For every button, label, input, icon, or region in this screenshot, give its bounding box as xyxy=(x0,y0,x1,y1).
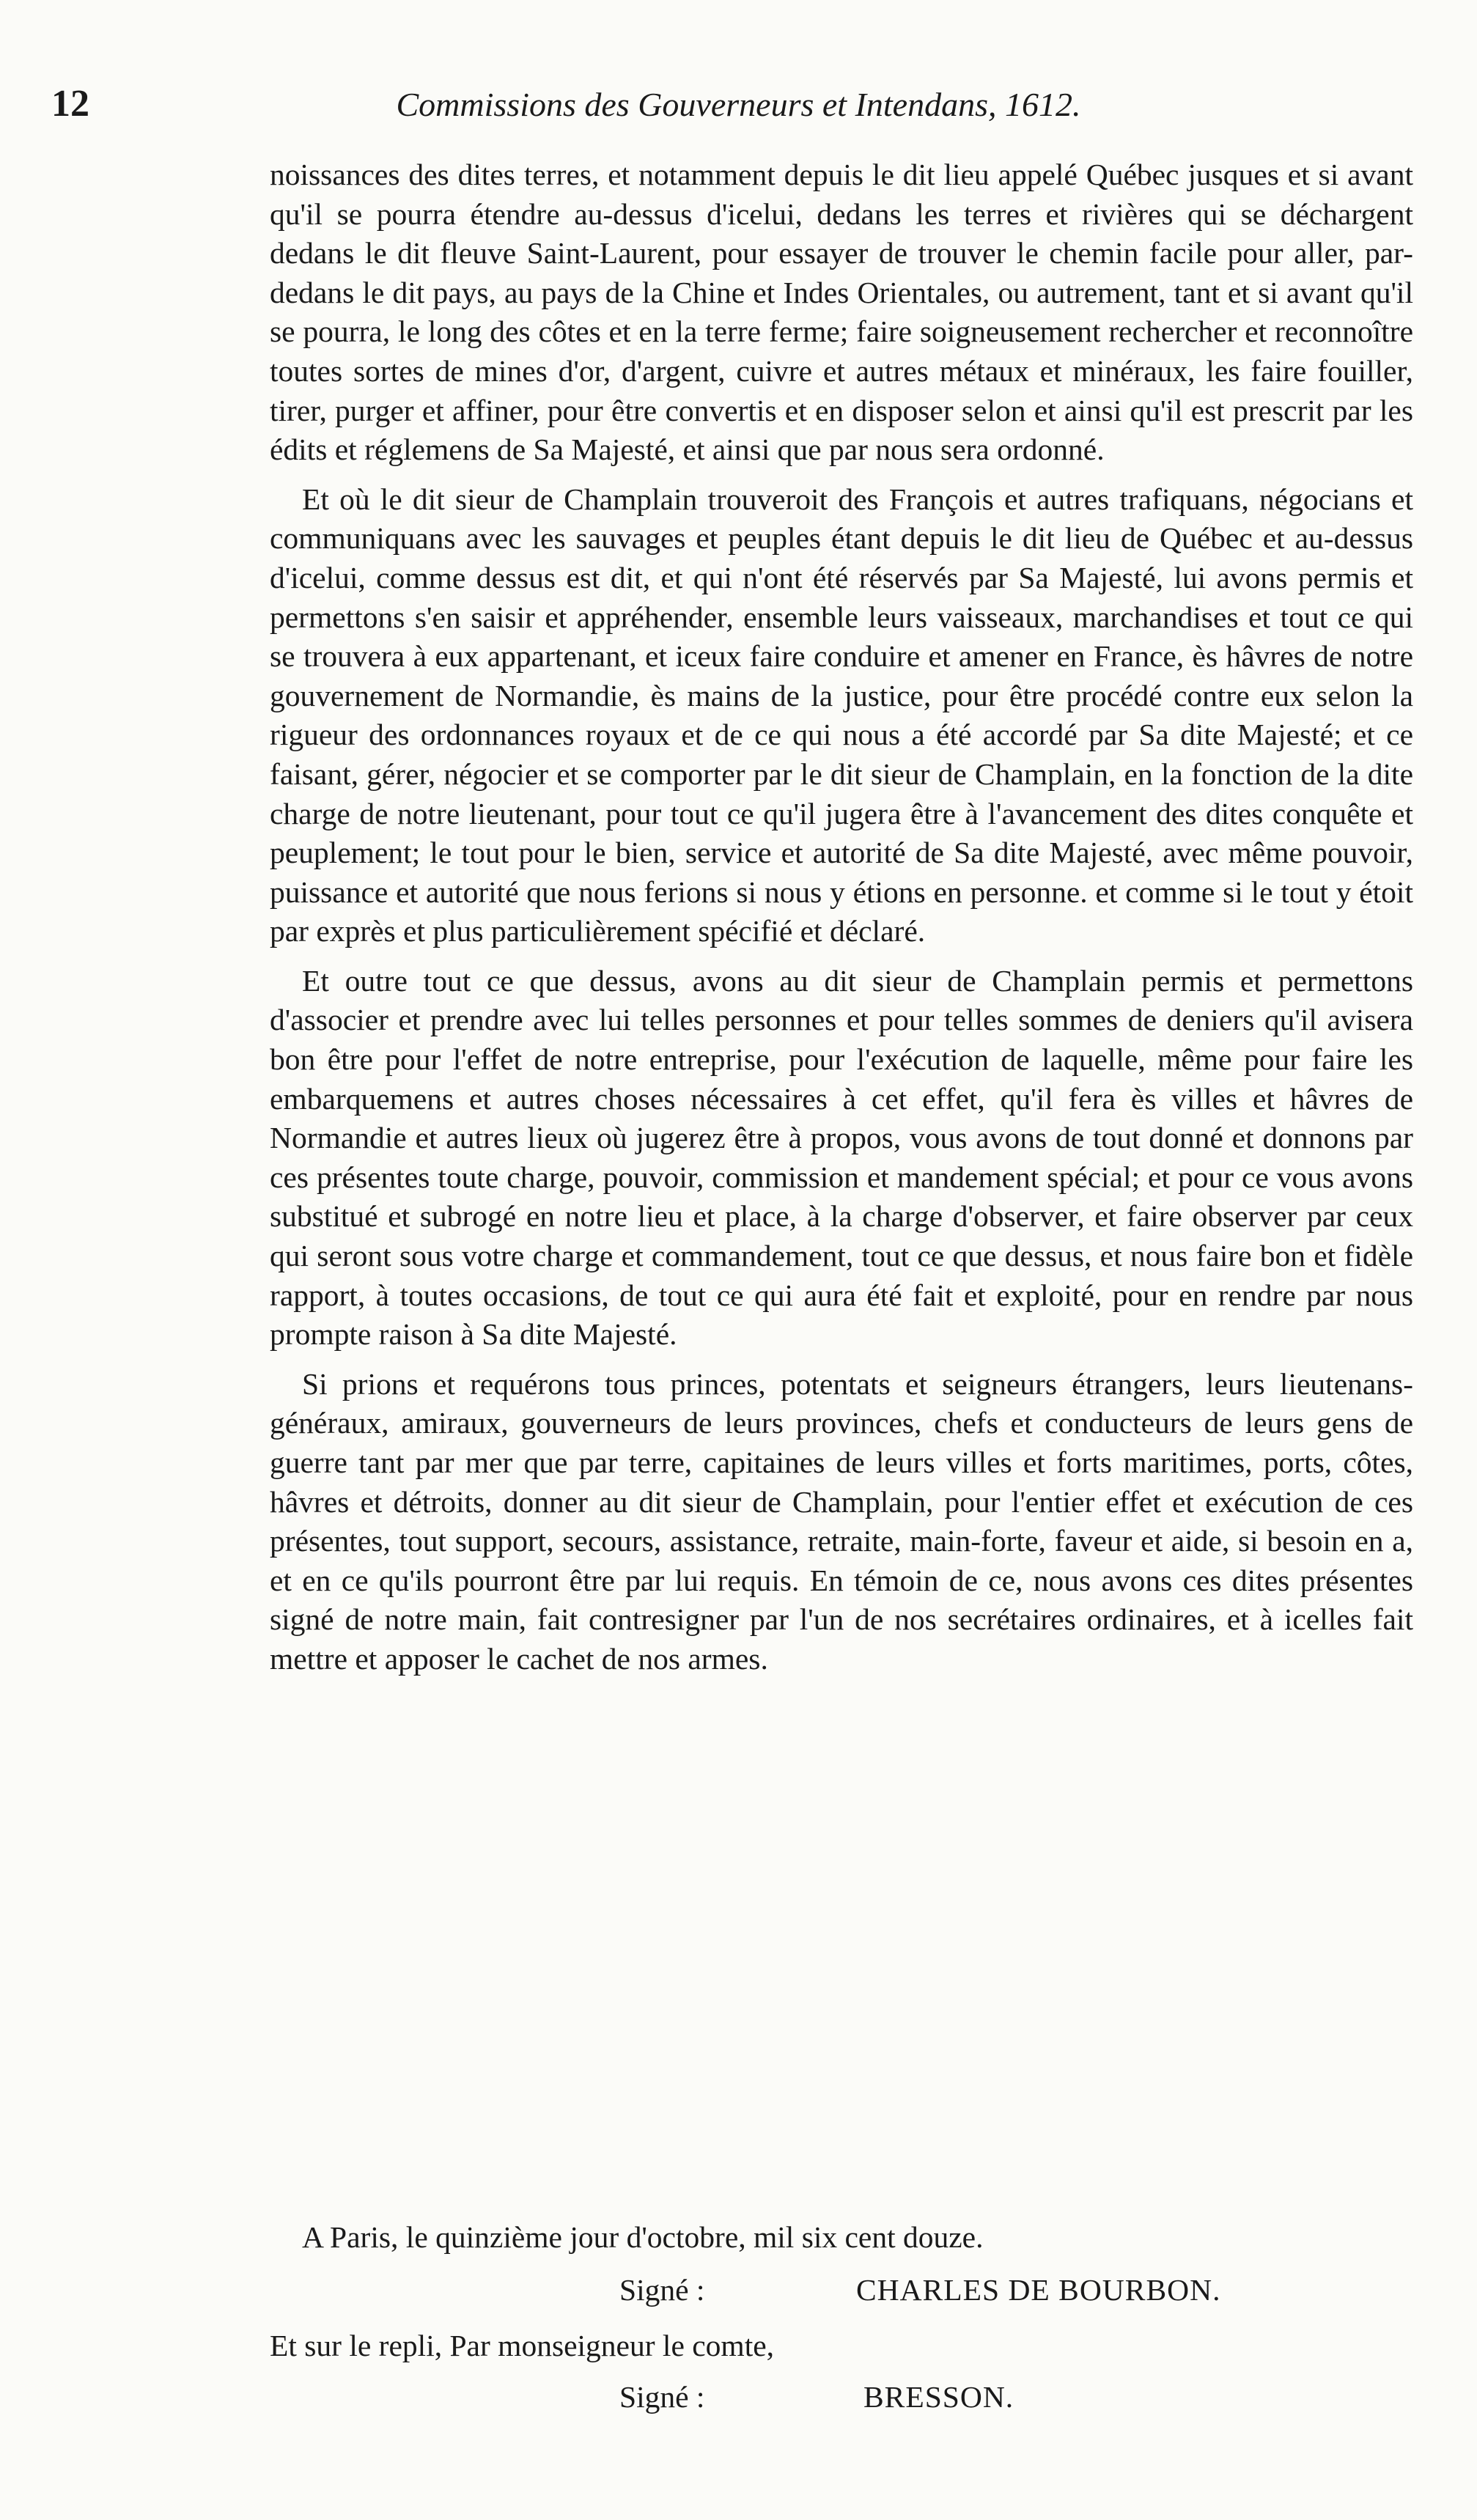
page-number: 12 xyxy=(51,83,89,125)
signed-label: Signé : xyxy=(619,2273,705,2307)
dateline: A Paris, le quinzième jour d'octobre, mil six cent douze. xyxy=(302,2220,984,2254)
paragraph: Et outre tout ce que dessus, avons au dit sieur de Champlain permis et permettons d'associer et prendre avec lui telles personnes et pour telles sommes de deniers qu'il avisera bon être pour l'effet de notre entreprise, pour l'exécution de laquelle, même pour faire les embarquemens et autres choses nécessaires à cet effet, qu'il fera ès villes et hâvres de Normandie et autres lieux où jugerez être à propos, vous avons de tout donné et donnons par ces présentes toute charge, pouvoir, commission et mandement spécial; et pour ce vous avons substitué et subrogé en notre lieu et place, à la charge d'observer, et faire observer par ceux qui seront sous votre charge et commandement, tout ce que dessus, et nous faire bon et fidèle rapport, à toutes occasions, de tout ce qui aura été fait et exploité, pour en rendre par nous prompte raison à Sa dite Majesté. xyxy=(270,963,1413,1352)
repli-line: Et sur le repli, Par monseigneur le comte, xyxy=(270,2329,775,2362)
paragraph: Et où le dit sieur de Champlain trouveroit des François et autres trafiquans, négocians et communiquans avec les sauvages et peuples étant depuis le dit lieu de Québec et au-dessus d'icelui, comme dessus est dit, et qui n'ont été réservés par Sa Majesté, lui avons permis et permettons s'en saisir et appréhender, ensemble leurs vaisseaux, marchandises et tout ce qui se trouvera à eux appartenant, et iceux faire conduire et amener en France, ès hâvres de notre gouvernement de Normandie, ès mains de la justice, pour être procédé contre eux selon la rigueur des ordonnances royaux et de ce qui nous a été accordé par Sa dite Majesté; et ce faisant, gérer, négocier et se comporter par le dit sieur de Champlain, en la fonction de la dite charge de notre lieutenant, pour tout ce qu'il jugera être à l'avancement des dites conquête et peuplement; le tout pour le bien, service et autorité de Sa dite Majesté, avec même pouvoir, puissance et autorité que nous ferions si nous y étions en personne. et comme si le tout y étoit par exprès et plus particulièrement spécifié et déclaré. xyxy=(270,482,1413,948)
signer-name: CHARLES DE BOURBON. xyxy=(856,2273,1221,2307)
body-text xyxy=(270,155,1413,1679)
page-header xyxy=(44,82,1433,133)
running-title: Commissions des Gouverneurs et Intendans, 1612. xyxy=(396,86,1081,123)
signer-name: BRESSON. xyxy=(863,2380,1014,2414)
signed-label: Signé : xyxy=(619,2380,705,2414)
paragraph: Si prions et requérons tous princes, potentats et seigneurs étrangers, leurs lieutenans-généraux, amiraux, gouverneurs de leurs provinces, chefs et conducteurs de leurs gens de guerre tant par mer que par terre, capitaines de leurs villes et forts maritimes, ports, côtes, hâvres et détroits, donner au dit sieur de Champlain, pour l'entier effet et exécution de ces présentes, tout support, secours, assistance, retraite, main-forte, faveur et aide, si besoin en a, et en ce qu'ils pourront être par lui requis. En témoin de ce, nous avons ces dites présentes signé de notre main, fait contresigner par l'un de nos secrétaires ordinaires, et à icelles fait mettre et apposer le cachet de nos armes. xyxy=(270,1366,1413,1676)
paragraph: noissances des dites terres, et notamment depuis le dit lieu appelé Québec jusques et si avant qu'il se pourra étendre au-dessus d'icelui, dedans les terres et rivières qui se déchargent dedans le dit fleuve Saint-Laurent, pour essayer de trouver le chemin facile pour aller, par-dedans le dit pays, au pays de la Chine et Indes Orientales, ou autrement, tant et si avant qu'il se pourra, le long des côtes et en la terre ferme; faire soigneusement rechercher et reconnoître toutes sortes de mines d'or, d'argent, cuivre et autres métaux et minéraux, les faire fouiller, tirer, purger et affiner, pour être convertis et en disposer selon et ainsi qu'il est prescrit par les édits et réglemens de Sa Majesté, et ainsi que par nous sera ordonné. xyxy=(270,158,1413,467)
